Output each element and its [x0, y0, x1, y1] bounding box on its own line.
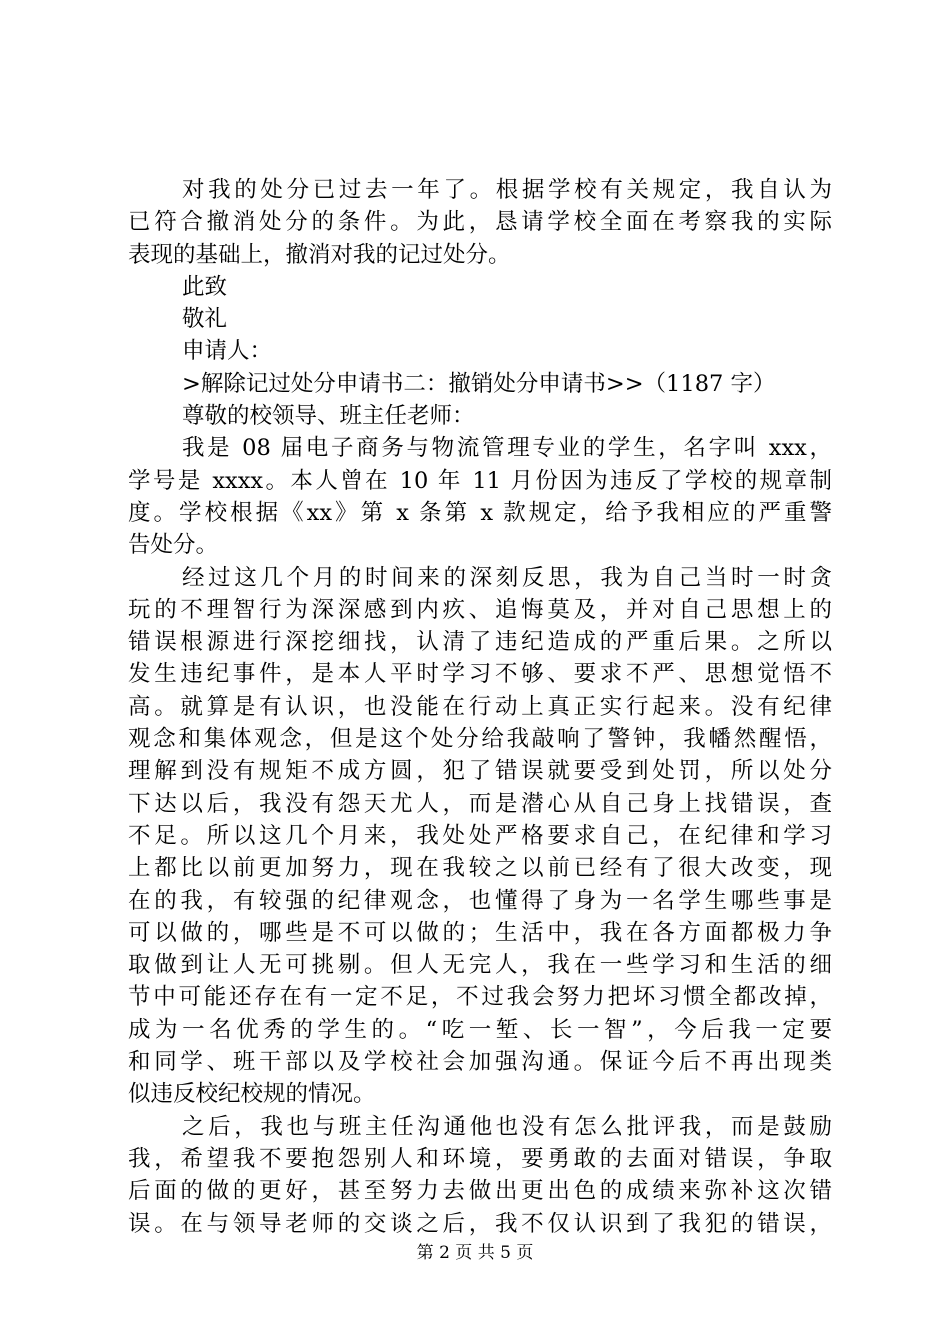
text-line: 之后，我也与班主任沟通他也没有怎么批评我，而是鼓励 — [182, 1113, 832, 1140]
text-line: >解除记过处分申请书二：撤销处分申请书>>（1187 字） — [182, 370, 776, 397]
document-body — [128, 174, 832, 1240]
text-line: 度。学校根据《xx》第 x 条第 x 款规定，给予我相应的严重警 — [128, 499, 832, 526]
text-line: 学号是 xxxx。本人曾在 10 年 11 月份因为违反了学校的规章制 — [128, 467, 832, 494]
text-line: 对我的处分已过去一年了。根据学校有关规定，我自认为 — [182, 177, 832, 203]
text-line: 后面的做的更好，甚至努力去做出更出色的成绩来弥补这次错 — [128, 1178, 832, 1205]
text-line: 观念和集体观念，但是这个处分给我敲响了警钟，我幡然醒悟， — [128, 726, 832, 753]
text-line: 已符合撤消处分的条件。为此，恳请学校全面在考察我的实际 — [128, 209, 832, 236]
text-line: 成为一名优秀的学生的。“吃一堑、长一智”，今后我一定要 — [128, 1016, 832, 1043]
text-line: 节中可能还存在有一定不足，不过我会努力把坏习惯全都改掉， — [128, 984, 832, 1011]
text-line: 不足。所以这几个月来，我处处严格要求自己，在纪律和学习 — [128, 822, 832, 849]
text-line: 误。在与领导老师的交谈之后，我不仅认识到了我犯的错误， — [128, 1210, 832, 1237]
text-line: 我是 08 届电子商务与物流管理专业的学生，名字叫 xxx， — [182, 435, 832, 462]
text-line: 玩的不理智行为深深感到内疚、追悔莫及，并对自己思想上的 — [128, 596, 832, 623]
text-line: 经过这几个月的时间来的深刻反思，我为自己当时一时贪 — [182, 564, 832, 591]
text-line: 下达以后，我没有怨天尤人，而是潜心从自己身上找错误，查 — [128, 790, 832, 817]
text-line: 在的我，有较强的纪律观念，也懂得了身为一名学生哪些事是 — [128, 887, 832, 914]
text-line: 申请人： — [182, 338, 273, 365]
text-line: 取做到让人无可挑剔。但人无完人，我在一些学习和生活的细 — [128, 952, 832, 979]
text-line: 此致 — [182, 273, 228, 300]
text-line: 可以做的，哪些是不可以做的；生活中，我在各方面都极力争 — [128, 919, 832, 946]
page-footer: 第 2 页 共 5 页 — [416, 1243, 534, 1263]
text-line: 和同学、班干部以及学校社会加强沟通。保证今后不再出现类 — [128, 1049, 832, 1076]
text-line: 表现的基础上，撤消对我的记过处分。 — [128, 241, 511, 268]
text-line: 我，希望我不要抱怨别人和环境，要勇敢的去面对错误，争取 — [128, 1145, 832, 1172]
text-line: 告处分。 — [128, 532, 219, 559]
text-line: 理解到没有规矩不成方圆，犯了错误就要受到处罚，所以处分 — [128, 758, 832, 785]
text-line: 似违反校纪校规的情况。 — [128, 1081, 376, 1108]
text-line: 发生违纪事件，是本人平时学习不够、要求不严、思想觉悟不 — [128, 661, 832, 688]
text-line: 尊敬的校领导、班主任老师： — [182, 403, 475, 430]
text-line: 错误根源进行深挖细找，认清了违纪造成的严重后果。之所以 — [128, 629, 832, 656]
text-line: 高。就算是有认识，也没能在行动上真正实行起来。没有纪律 — [128, 693, 832, 720]
text-line: 上都比以前更加努力，现在我较之以前已经有了很大改变，现 — [128, 855, 832, 882]
text-line: 敬礼 — [182, 306, 228, 333]
